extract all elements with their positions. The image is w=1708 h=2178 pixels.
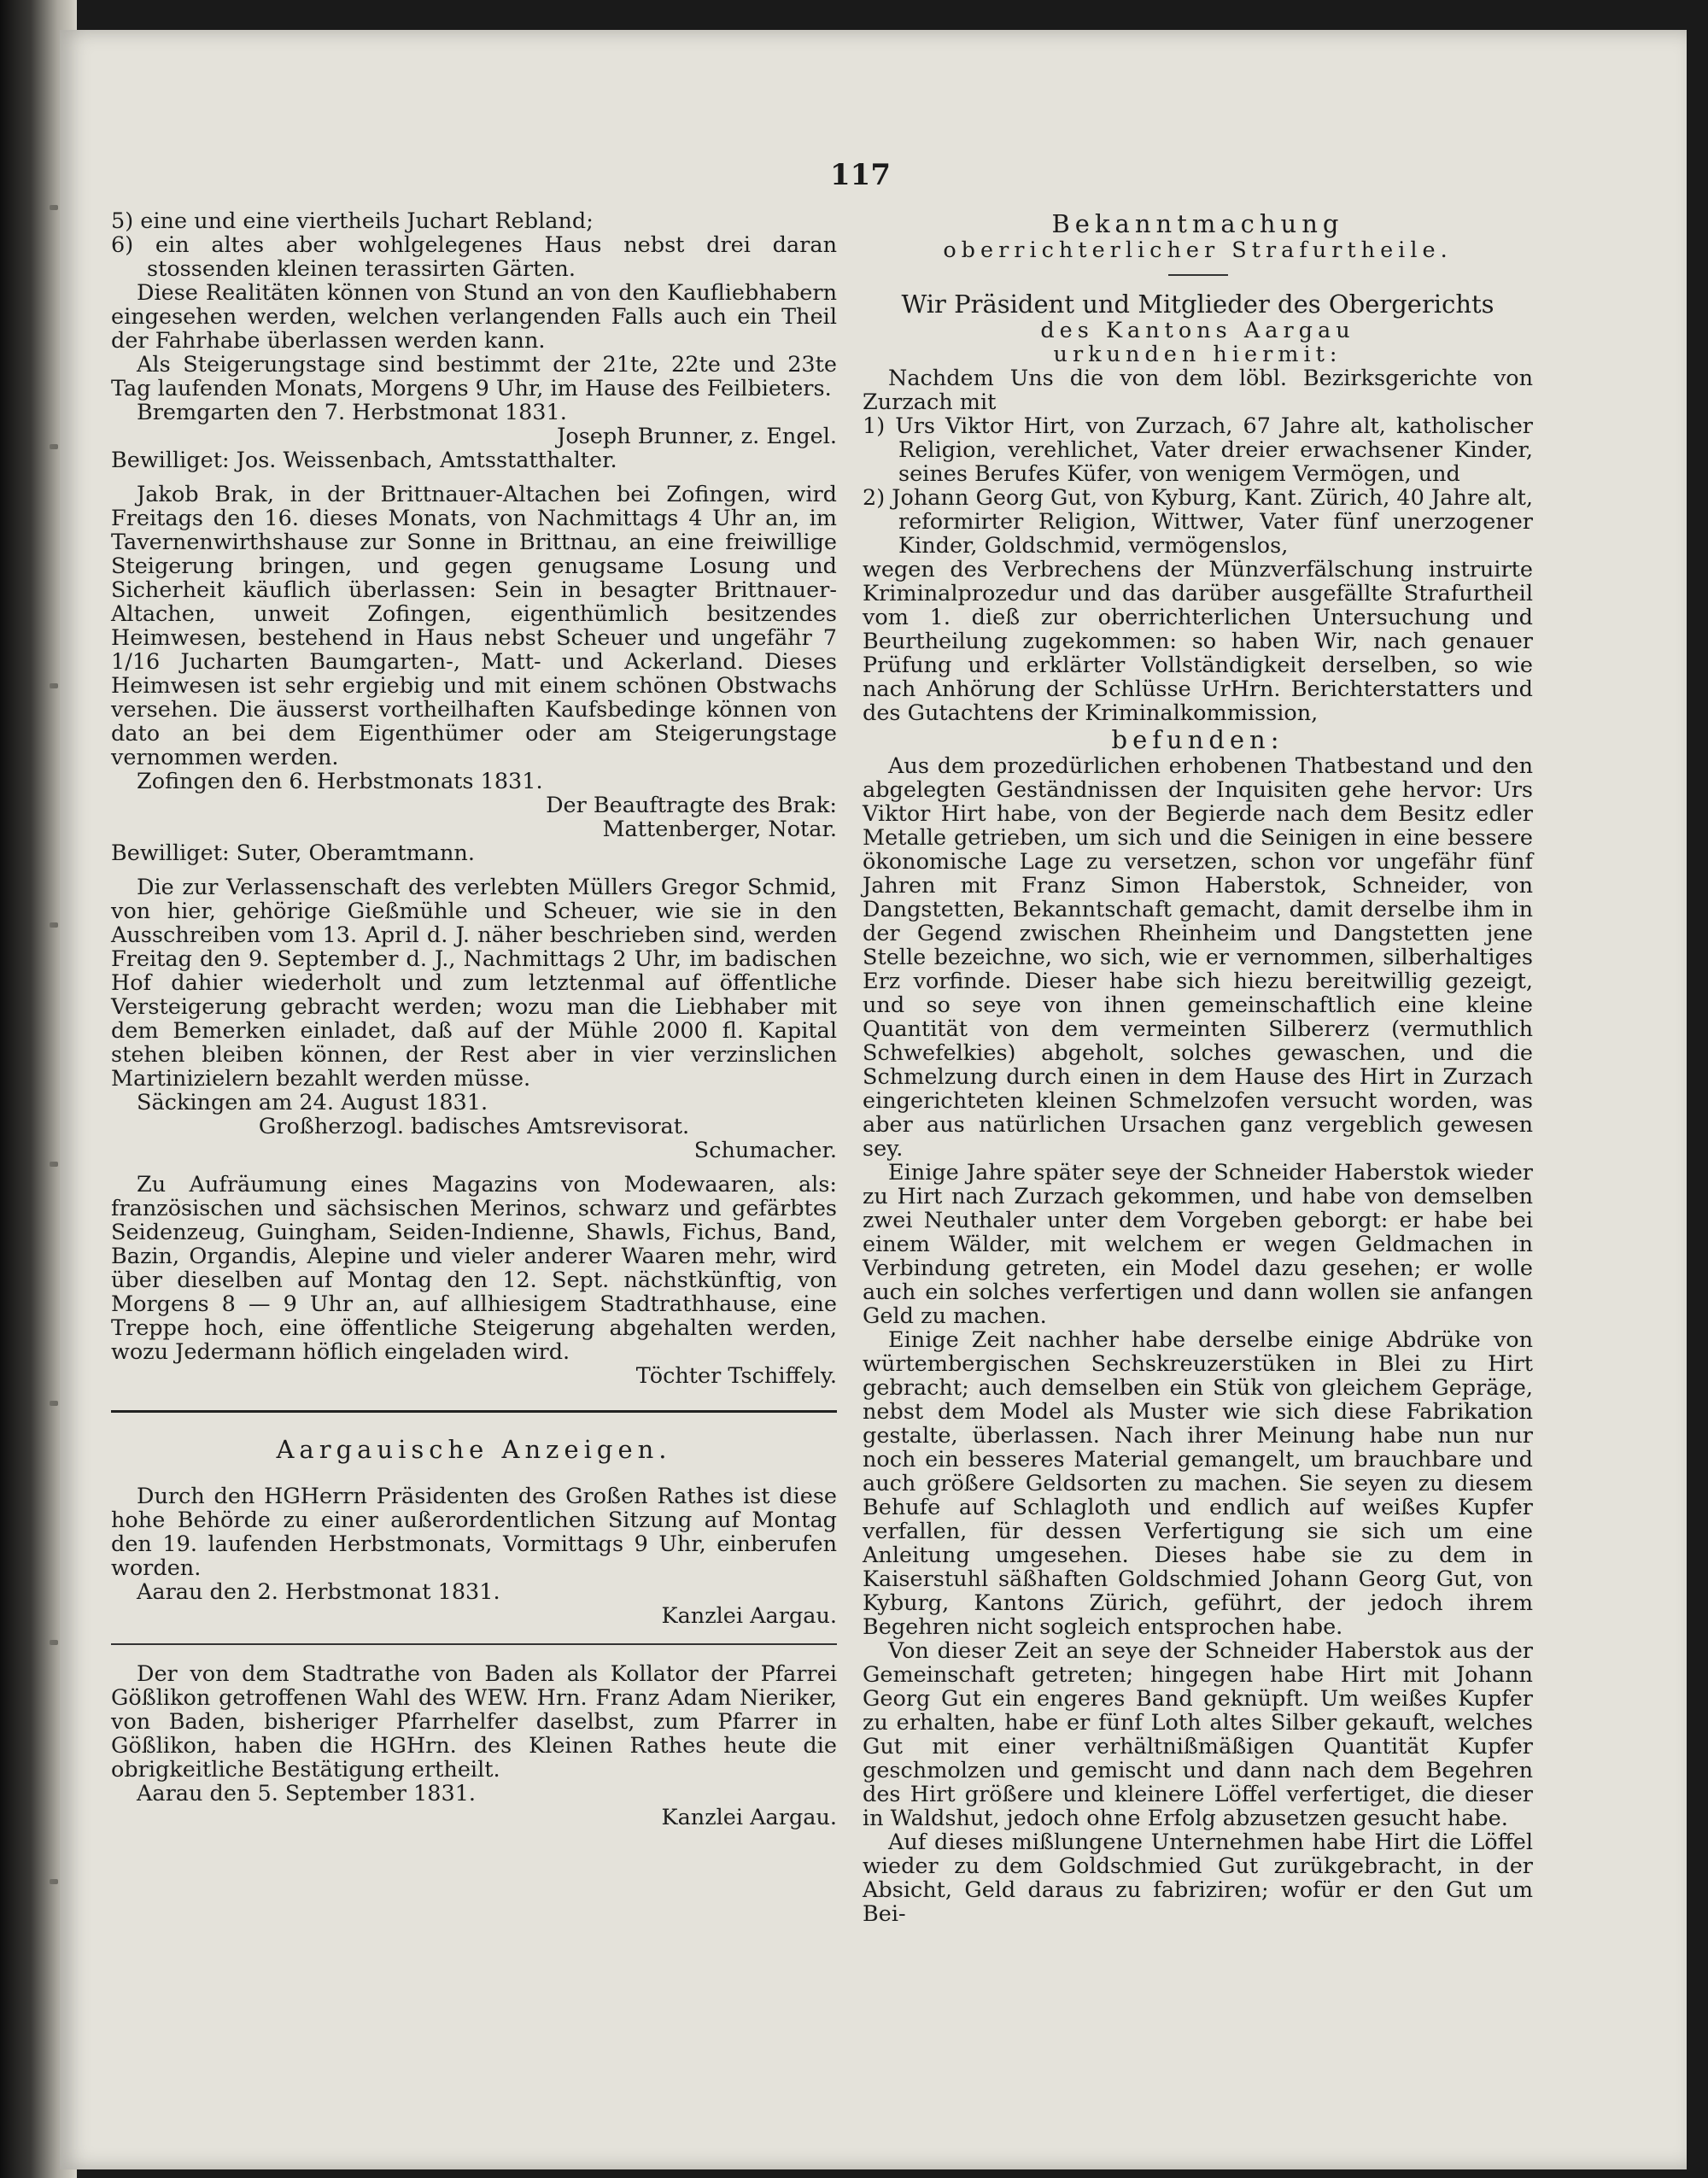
date-line: Aarau den 5. September 1831. (137, 1781, 477, 1806)
paragraph: Aus dem prozedürlichen erhobenen Thatbestand und den abgelegten Geständnissen der Inquisiten gehe hervor: Urs Viktor Hirt habe, von der Begierde nach dem Besitz edler Metalle getrieben, um sich und die Seinigen in eine bessere ökonomische Lage zu versetzen, schon vor ungefähr fünf Jahren mit Franz Simon Haberstok, Schneider, von Dangstetten, Bekanntschaft gemacht, damit derselbe ihm in der Gegend zwischen Rheinheim und Dangstetten jene Stelle bezeichne, wo sich, wie er vernommen, silberhaltiges Erz vorfinde. Dieser habe sich hiezu bereitwillig gezeigt, und so seye von ihnen gemeinschaftlich eine kleine Quantität von dem vermeinten Silbererz (vermuthlich Schwefelkies) abgeholt, solches gewaschen, und die Schmelzung durch einen in dem Hause des Hirt in Zurzach eingerichteten kleinen Schmelzofen versucht worden, was aber aus natürlichen Ursachen ganz vergeblich gewesen sey. (863, 753, 1533, 1162)
section-heading: Bekanntmachung (1051, 209, 1344, 238)
paragraph: Der von dem Stadtrathe von Baden als Kollator der Pfarrei Gößlikon getroffenen Wahl des WEW. Hrn. Franz Adam Nieriker, von Baden, bisheriger Pfarrhelfer daselbst, zum Pfarrer in Gößlikon, haben die HGHrn. des Kleinen Rathes heute die obrigkeitliche Bestätigung ertheilt. (111, 1661, 837, 1783)
paragraph: Diese Realitäten können von Stund an von den Kaufliebhabern eingesehen werden, welchen verlangenden Falls auch ein Theil der Fahrhabe überlassen werden kann. (111, 280, 837, 354)
approval-line: Bewilliget: Jos. Weissenbach, Amtsstatthalter. (111, 448, 617, 473)
paragraph: Durch den HGHerrn Präsidenten des Großen Rathes ist diese hohe Behörde zu einer außerordentlichen Sitzung auf Montag den 19. laufenden Herbstmonats, Vormittags 9 Uhr, einberufen worden. (111, 1484, 837, 1581)
divider (1168, 274, 1228, 276)
paragraph: Einige Zeit nachher habe derselbe einige Abdrüke von würtembergischen Sechskreuzerstüken in Blei zu Hirt gebracht; auch demselben ein Stük von gleichem Gepräge, nebst dem Model als Muster wie sich diese Fabrikation gestalte, überlassen. Nach ihrer Meinung habe nun nur noch ein besseres Material gemangelt, um brauchbare und auch größere Geldsorten zu machen. Sie seyen zu diesem Behufe auf Schlagloth und endlich auf weißes Kupfer verfallen, für dessen Verfertigung sie sich um eine Anleitung umgesehen. Dieses habe sie zu dem in Kaiserstuhl säßhaften Goldschmied Johann Georg Gut, von Kyburg, Kantons Zürich, geführt, der jedoch ihrem Begehren nicht sogleich entsprochen habe. (863, 1327, 1533, 1640)
right-column (863, 209, 1533, 1926)
signature: Mattenberger, Notar. (602, 817, 837, 842)
list-item: 2) Johann Georg Gut, von Kyburg, Kant. Zürich, 40 Jahre alt, reformirter Religion, Wittwer, Vater fünf unerzogener Kinder, Goldschmid, vermögenslos, (863, 485, 1533, 559)
paragraph: Zu Aufräumung eines Magazins von Modewaaren, als: französischen und sächsischen Merinos, schwarz und gefärbtes Seidenzeug, Guingham, Seiden-Indienne, Shawls, Fichus, Band, Bazin, Organdis, Alepine und vieler anderer Waaren mehr, wird über dieselben auf Montag den 12. Sept. nächstkünftig, von Morgens 8 — 9 Uhr an, auf allhiesigem Stadtrathhause, eine Treppe hoch, eine öffentliche Steigerung abgehalten werden, wozu Jedermann höflich eingeladen wird. (111, 1172, 837, 1365)
signature: Großherzogl. badisches Amtsrevisorat. (258, 1114, 690, 1139)
page-number: 117 (830, 158, 891, 192)
signature: Schumacher. (693, 1138, 837, 1163)
date-line: Säckingen am 24. August 1831. (137, 1090, 488, 1115)
paragraph: Auf dieses mißlungene Unternehmen habe Hirt die Löffel wieder zu dem Goldschmied Gut zurükgebracht, in der Absicht, Geld daraus zu fabriziren; wofür er den Gut um Bei- (863, 1830, 1533, 1927)
signature: Der Beauftragte des Brak: (546, 793, 837, 818)
left-column (111, 209, 837, 1830)
court-heading: des Kantons Aargau (1040, 318, 1355, 343)
list-item: 1) Urs Viktor Hirt, von Zurzach, 67 Jahre alt, katholischer Religion, verehlichet, Vater dreier erwachsener Kinder, seines Berufes Küfer, von wenigem Vermögen, und (863, 413, 1533, 487)
paragraph: Von dieser Zeit an seye der Schneider Haberstok aus der Gemeinschaft getreten; hingegen habe Hirt mit Johann Georg Gut ein engeres Band geknüpft. Um weißes Kupfer zu erhalten, habe er fünf Loth altes Silber gekauft, welches Gut mit einer verhältnißmäßigen Quantität Kupfer geschmolzen und gemischt und dann nach dem Begehren des Hirt größere und kleinere Löffel verfertiget, die dieser in Waldshut, jedoch ohne Erfolg abzusetzen gesucht habe. (863, 1638, 1533, 1831)
section-divider (111, 1643, 837, 1645)
paragraph: Die zur Verlassenschaft des verlebten Müllers Gregor Schmid, von hier, gehörige Gießmühle und Scheuer, wie sie in den Ausschreiben vom 13. April d. J. näher beschrieben sind, werden Freitag den 9. September d. J., Nachmittags 2 Uhr, im badischen Hof dahier wiederholt und zum letztenmal auf öffentliche Versteigerung gebracht werden; wozu man die Liebhaber mit dem Bemerken einladet, daß auf der Mühle 2000 fl. Kapital stehen bleiben können, der Rest aber in vier verzinslichen Martinizielern bezahlt werden müsse. (111, 875, 837, 1092)
section-heading: Aargauische Anzeigen. (276, 1435, 672, 1464)
paragraph: Nachdem Uns die von dem löbl. Bezirksgerichte von Zurzach mit (863, 366, 1533, 415)
paragraph: wegen des Verbrechens der Münzverfälschung instruirte Kriminalprozedur und das darüber ausgefällte Strafurtheil vom 1. dieß zur oberrichterlichen Untersuchung und Beurtheilung zugekommen: so haben Wir, nach genauer Prüfung und erklärter Vollständigkeit derselben, so wie nach Anhörung der Schlüsse UrHrn. Berichterstatters und des Gutachtens der Kriminalkommission, (863, 557, 1533, 726)
signature: Kanzlei Aargau. (661, 1603, 837, 1629)
date-line: Bremgarten den 7. Herbstmonat 1831. (137, 400, 567, 425)
paragraph: Einige Jahre später seye der Schneider Haberstok wieder zu Hirt nach Zurzach gekommen, und habe von demselben zwei Neuthaler unter dem Vorgeben geborgt: er habe bei einem Wälder, mit welchem er wegen Geldmachen in Verbindung getreten, ein Model dazu gesehen; er wolle auch ein solches verfertigen und dann wollen sie anfangen Geld zu machen. (863, 1160, 1533, 1329)
paragraph: Als Steigerungstage sind bestimmt der 21te, 22te und 23te Tag laufenden Monats, Morgens 9 Uhr, im Hause des Feilbieters. (111, 352, 837, 401)
list-item: 5) eine und eine viertheils Juchart Rebland; (111, 208, 594, 234)
date-line: Zofingen den 6. Herbstmonats 1831. (137, 769, 543, 794)
section-subheading: oberrichterlicher Strafurtheile. (943, 237, 1453, 263)
signature: Kanzlei Aargau. (661, 1805, 837, 1830)
paragraph: Jakob Brak, in der Brittnauer-Altachen bei Zofingen, wird Freitags den 16. dieses Monats, von Nachmittags 4 Uhr an, im Tavernenwirthshause zur Sonne in Brittnau, an eine freiwillige Steigerung bringen, und gegen genugsame Losung und Sicherheit käuflich überlassen: Sein in besagter Brittnauer-Altachen, unweit Zofingen, eigenthümlich besitzendes Heimwesen, bestehend in Haus nebst Scheuer und ungefähr 7 1/16 Jucharten Baumgarten-, Matt- und Ackerland. Dieses Heimwesen ist sehr ergiebig und mit einem schönen Obstwachs versehen. Die äusserst vortheilhaften Kaufsbedinge können von dato an bei dem Eigenthümer oder am Steigerungstage vernommen werden. (111, 482, 837, 770)
date-line: Aarau den 2. Herbstmonat 1831. (137, 1579, 500, 1605)
signature: Töchter Tschiffely. (635, 1363, 837, 1389)
signature: Joseph Brunner, z. Engel. (557, 424, 837, 449)
section-heading: befunden: (1111, 725, 1284, 754)
approval-line: Bewilliget: Suter, Oberamtmann. (111, 840, 475, 866)
list-item: 6) ein altes aber wohlgelegenes Haus nebst drei daran stossenden kleinen terassirten Gärten. (111, 232, 837, 282)
court-heading: urkunden hiermit: (1053, 342, 1342, 367)
court-heading: Wir Präsident und Mitglieder des Obergerichts (901, 290, 1494, 319)
section-divider (111, 1410, 837, 1413)
